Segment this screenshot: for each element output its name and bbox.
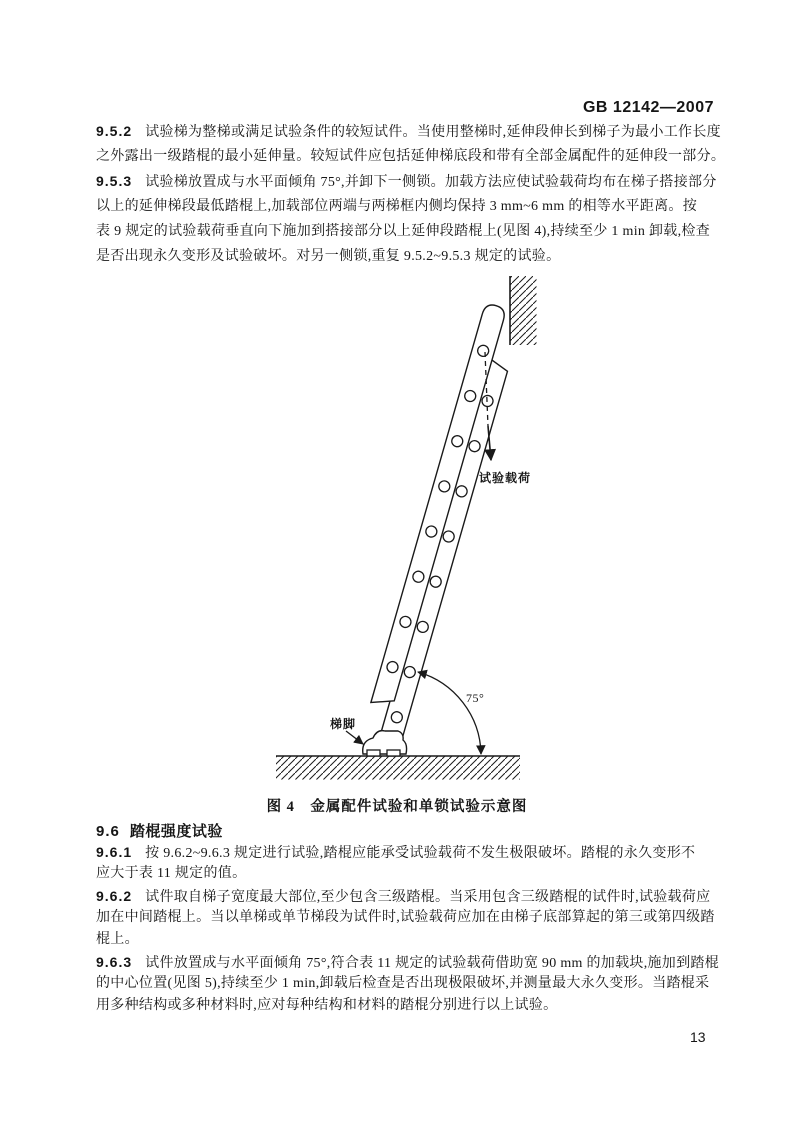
figure-4-diagram [260,276,550,798]
text-line [96,194,718,219]
line-text: 的中心位置(见图 5),持续至少 1 min,卸载后检查是否出现极限破坏,并测量最大永久变形。当踏棍采 [96,976,710,991]
clause-number: 9.6.2 [96,888,133,904]
foot-label: 梯脚 [330,717,357,731]
foot-callout-arrow [346,731,363,744]
clauses-9-5 [96,119,726,269]
page-number: 13 [690,1029,706,1045]
line-text: 试件放置成与水平面倾角 75°,符合表 11 规定的试验载荷借助宽 90 mm 的加载块,施加到踏棍 [145,956,719,971]
text-line [96,973,718,995]
text-line [96,244,718,269]
text-line [96,841,718,863]
foot-pad [367,750,380,756]
line-text: 表 9 规定的试验载荷垂直向下施加到搭接部分以上延伸段踏棍上(见图 4),持续至少 1 min 卸载,检查 [96,224,711,239]
line-text: 按 9.6.2~9.6.3 规定进行试验,踏棍应能承受试验载荷不发生极限破坏。踏棍的永久变形不 [145,846,696,861]
text-line [96,144,726,169]
line-text: 棍上。 [96,932,139,947]
line-text: 应大于表 11 规定的值。 [96,866,247,881]
clause-number: 9.5.2 [96,123,133,139]
line-text: 加在中间踏棍上。当以单梯或单节梯段为试件时,试验载荷应加在由梯子底部算起的第三或第四级踏 [96,910,715,925]
text-line [96,169,718,194]
section-9-6-heading [96,820,223,841]
text-line [96,951,718,973]
clause-number: 9.5.3 [96,173,133,189]
line-text: 之外露出一级踏棍的最小延伸量。较短试件应包括延伸梯底段和带有全部金属配件的延伸段一部分。 [96,149,726,164]
heading-title: 踏棍强度试验 [129,824,223,840]
wall-hatching [511,276,537,345]
extension-ladder [363,303,524,741]
line-text: 试验梯为整梯或满足试验条件的较短试件。当使用整梯时,延伸段伸长到梯子为最小工作长度 [145,125,721,140]
line-text: 以上的延伸梯段最低踏棍上,加载部位两端与两梯框内侧均保持 3 mm~6 mm 的相等水平距离。按 [96,199,698,214]
figure-caption: 图 4 金属配件试验和单锁试验示意图 [266,799,528,815]
angle-arc [418,672,481,754]
text-line [96,929,718,951]
clauses-9-6 [96,841,718,1017]
text-line [96,863,718,885]
load-label: 试验载荷 [479,471,532,485]
line-text: 试件取自梯子宽度最大部位,至少包含三级踏棍。当采用包含三级踏棍的试件时,试验载荷应 [145,890,711,905]
clause-number: 9.6 [96,823,120,840]
clause-number: 9.6.1 [96,844,133,860]
text-line [96,885,718,907]
line-text: 用多种结构或多种材料时,应对每种结构和材料的踏棍分别进行以上试验。 [96,998,558,1013]
clause-number: 9.6.3 [96,954,133,970]
foot-pad [387,750,400,756]
text-line [96,219,718,244]
ground-hatching [276,757,520,780]
text-line [96,119,721,144]
line-text: 试验梯放置成与水平面倾角 75°,并卸下一侧锁。加载方法应使试验载荷均布在梯子搭接部分 [145,175,717,190]
standard-code: GB 12142—2007 [582,99,714,116]
line-text: 是否出现永久变形及试验破坏。对另一侧锁,重复 9.5.2~9.5.3 规定的试验。 [96,249,561,264]
ladder-extension-section [371,303,507,709]
text-line [96,995,718,1017]
angle-label: 75° [466,691,485,705]
wall [510,276,537,345]
text-line [96,907,718,929]
ground [276,756,520,780]
ladder-foot [363,731,407,756]
